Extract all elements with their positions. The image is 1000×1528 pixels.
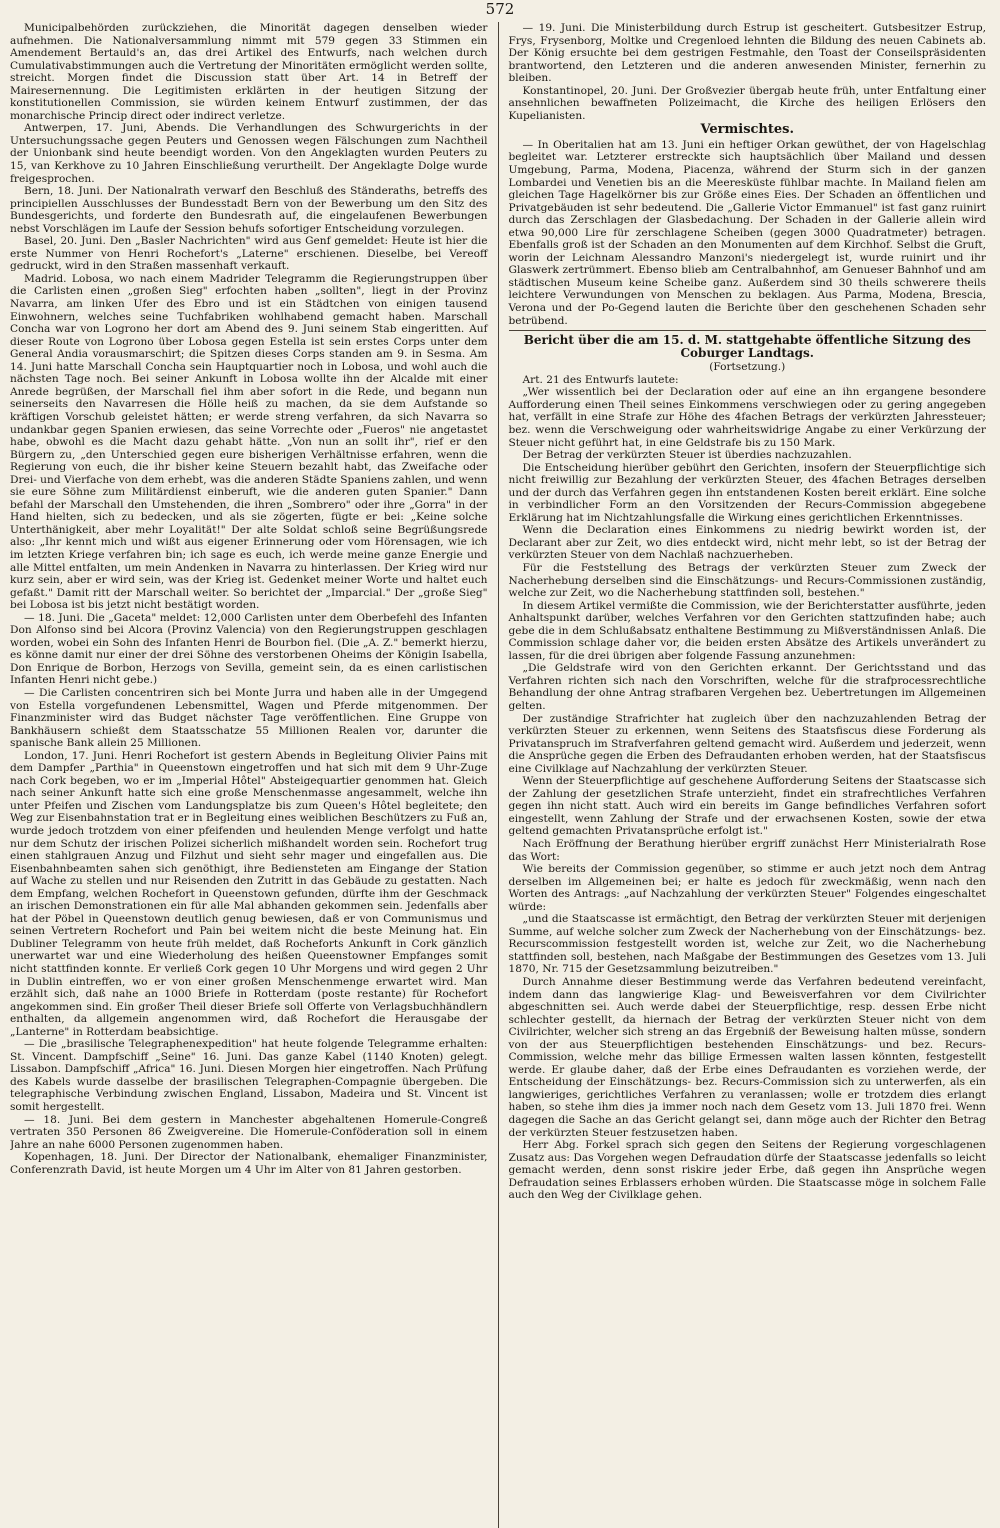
- article-paragraph: Madrid. Lobosa, wo nach einem Madrider Telegramm die Regierungstruppen über die Carlisten einen „großen Sieg" erfochten haben „sollten", liegt in der Provinz Navarra, am linken Ufer des Ebro und ist ein Städtchen von einigen tausend Einwohnern, welches seine Tuchfabriken wohlhabend gemacht haben. Marschall Concha war von Logrono her dort am Abend des 9. Juni seinem Stab eingeritten. Auf dieser Route von Logrono über Lobosa gegen Estella ist sein erstes Corps unter dem General Andia vorausmarschirt; die Spitzen dieses Corps standen am 9. in Sesma. Am 14. Juni hatte Marschall Concha sein Hauptquartier noch in Lobosa, und wohl auch die nächsten Tage noch. Bei seiner Ankunft in Lobosa wollte ihn der Alcalde mit einer Anrede begrüßen, der Marschall fiel ihm aber sofort in die Rede, und begann nun seinerseits den Navarresen die Hölle heiß zu machen, da sie dem Aufstande so kräftigen Vorschub geleistet hätten; er werde streng verfahren, da sich Navarra so undankbar gegen Spanien erwiesen, das seine Vorrechte oder „Fueros" nie angetastet habe, obwohl es die Macht dazu gehabt hätte. „Von nun an sollt ihr", rief er den Bürgern zu, „den Unterschied gegen eure bisherigen Verhältnisse erfahren, wenn die Regierung von euch, die ihr bisher keine Steuern bezahlt habt, das Zweifache oder Drei- und Vierfache von dem erhebt, was die anderen Städte Spaniens zahlen, und wenn sie eure Söhne zum Militärdienst einberuft, wie die anderen guten Spanier." Dann befahl der Marschall den Umstehenden, die ihren „Sombrero" oder ihre „Gorra" in der Hand hielten, sich zu bedecken, und als sie zögerten, fügte er bei: „Keine solche Unterthänigkeit, aber mehr Loyalität!" Der alte Soldat schloß seine Begrüßungsrede also: „Ihr kennt mich und wißt aus eigener Erinnerung oder vom Hörensagen, wie ich im letzten Kriege verfahren bin; ich sage es euch, ich werde meine ganze Energie und alle Mittel entfalten, um mein Andenken in Navarra zu hinterlassen. Der Krieg wird nur kurz sein, aber er wird sein, was der Krieg ist. Gedenket meiner Worte und haltet euch gefaßt." Damit ritt der Marschall weiter. So berichtet der „Imparcial." Der „große Sieg" bei Lobosa ist bis jetzt nicht bestätigt worden.: [10, 272, 488, 612]
- article-paragraph: — 18. Juni. Die „Gaceta" meldet: 12,000 Carlisten unter dem Oberbefehl des Infanten Don Alfonso sind bei Alcora (Provinz Valencia) von den Regierungstruppen geschlagen worden, wobei ein Sohn des Infanten Henri de Bourbon fiel. (Die „A. Z." bemerkt hierzu, es könne damit nur einer der drei Söhne des verstorbenen Oheims der Königin Isabella, Don Enrique de Borbon, Herzogs von Sevilla, gemeint sein, da es einen carlistischen Infanten Henri nicht gebe.): [10, 611, 488, 687]
- article-paragraph: „Wer wissentlich bei der Declaration oder auf eine an ihn ergangene besondere Aufforderung einen Theil seines Einkommens verschwiegen oder zu gering angegeben hat, verfällt in eine Strafe zur Höhe des 4fachen Betrags der verkürzten Jahressteuer; bez. wenn die Verschweigung oder wahrheitswidrige Angabe zu einer Verkürzung der Steuer nicht geführt hat, in eine Geldstrafe bis zu 150 Mark.: [508, 386, 986, 449]
- article-paragraph: Nach Eröffnung der Berathung hierüber ergriff zunächst Herr Ministerialrath Rose das Wort:: [508, 838, 986, 863]
- article-paragraph: Die Entscheidung hierüber gebührt den Gerichten, insofern der Steuerpflichtige sich nicht freiwillig zur Bezahlung der verkürzten Steuer, des 4fachen Betrages derselben und der durch das Verfahren gegen ihn entstandenen Kosten bereit erklärt. Eine solche in verbindlicher Form an den Vorsitzenden der Recurs-Commission abgegebene Erklärung hat im Nichtzahlungsfalle die Wirkung eines gerichtlichen Erkenntnisses.: [508, 461, 986, 524]
- article-paragraph: „Die Geldstrafe wird von den Gerichten erkannt. Der Gerichtsstand und das Verfahren richten sich nach den Vorschriften, welche für die strafprocessrechtliche Behandlung der ohne Antrag strafbaren Vergehen bez. Uebertretungen im Allgemeinen gelten.: [508, 662, 986, 712]
- article-paragraph: London, 17. Juni. Henri Rochefort ist gestern Abends in Begleitung Olivier Pains mit dem Dampfer „Parthia" in Queenstown eingetroffen und hat sich mit dem 9 Uhr-Zuge nach Cork begeben, wo er im „Imperial Hôtel" Absteigequartier genommen hat. Gleich nach seiner Ankunft hatte sich eine große Menschenmasse angesammelt, welche ihn unter Pfeifen und Zischen vom Landungsplatze bis zum Queen's Hôtel begleitete; den Weg zur Eisenbahnstation trat er in Begleitung eines weiblichen Beschützers zu Fuß an, wurde jedoch trotzdem von einer pfeifenden und heulenden Menge verfolgt und hatte nur dem Schutz der irischen Polizei sicherlich mißhandelt worden sein. Rochefort trug einen stahlgrauen Anzug und Filzhut und sieht sehr mager und eingefallen aus. Die Eisenbahnbeamten sahen sich genöthigt, ihre Bediensteten am Eingange der Station auf Wache zu stellen und nur Reisenden den Zutritt in das Gebäude zu gestatten. Nach dem Empfang, welchen Rochefort in Queenstown gefunden, dürfte ihm der Geschmack an irischen Demonstrationen ein für alle Mal abhanden gekommen sein. Jedenfalls aber hat der Pöbel in Queenstown deutlich genug bewiesen, daß er von Communismus und seinen Vertretern Rochefort und Pain bei weitem nicht die beste Meinung hat. Ein Dubliner Telegramm von heute früh meldet, daß Rocheforts Ankunft in Cork gänzlich unerwartet war und eine Wiederholung des heißen Queenstowner Empfanges somit nicht stattfinden konnte. Er verließ Cork gegen 10 Uhr Morgens und wird gegen 2 Uhr in Dublin eintreffen, wo er von einer großen Menschenmenge erwartet wird. Man erzählt sich, daß nahe an 1000 Briefe in Rotterdam (poste restante) für Rochefort angekommen sind. Ein großer Theil dieser Briefe soll Offerte von Verlagsbuchhändlern enthalten, da allgemein angenommen wird, daß Rochefort die Herausgabe der „Lanterne" in Rotterdam beabsichtige.: [10, 749, 488, 1038]
- article-paragraph: Wenn der Steuerpflichtige auf geschehene Aufforderung Seitens der Staatscasse sich der Zahlung der gesetzlichen Strafe unterzieht, findet ein strafrechtliches Verfahren gegen ihn nicht statt. Auch wird ein bereits im Gange befindliches Verfahren sofort eingestellt, wenn Zahlung der Strafe und der erwachsenen Kosten, sowie der etwa geltend gemachten Privatansprüche erfolgt ist.": [508, 775, 986, 838]
- article-paragraph: — Die Carlisten concentriren sich bei Monte Jurra und haben alle in der Umgegend von Estella vorgefundenen Lebensmittel, Wagen und Pferde mitgenommen. Der Finanzminister wird das Budget nächster Tage veröffentlichen. Eine Gruppe von Bankhäusern schießt dem Staatsschatze 55 Millionen Realen vor, darunter die spanische Bank allein 25 Millionen.: [10, 686, 488, 750]
- article-paragraph: — 19. Juni. Die Ministerbildung durch Estrup ist gescheitert. Gutsbesitzer Estrup, Frys, Frysenborg, Moltke und Cregenloed lehnten die Bildung des neuen Cabinets ab. Der König ersuchte bei dem gestrigen Festmahle, den Toast der Conseilspräsidenten brantwortend, den Letzteren und die anderen anwesenden Minister, fernerhin zu bleiben.: [508, 22, 986, 85]
- bericht-heading: Bericht über die am 15. d. M. stattgehabte öffentliche Sitzung des Coburger Landtags.: [523, 333, 971, 360]
- vermischtes-heading: Vermischtes.: [700, 122, 794, 138]
- article-paragraph: — In Oberitalien hat am 13. Juni ein heftiger Orkan gewüthet, der von Hagelschlag begleitet war. Letzterer erstreckte sich hauptsächlich über Mailand und dessen Umgebung, Parma, Modena, Piacenza, während der Sturm sich in der ganzen Lombardei und Venetien bis an die Meeresküste fühlbar machte. In Mailand fielen am gleichen Tage Hagelkörner bis zur Größe eines Eies. Der Schaden an öffentlichen und Privatgebäuden ist sehr bedeutend. Die „Gallerie Victor Emmanuel" ist fast ganz ruinirt durch das Zerschlagen der Glasbedachung. Der Schaden in der Gallerie allein wird etwa 90,000 Lire für zerschlagene Scheiben (gegen 3000 Quadratmeter) betragen. Ebenfalls groß ist der Schaden an den Monumenten auf dem Kirchhof. Selbst die Gruft, worin der Leichnam Alessandro Manzoni's niedergelegt ist, wurde ruinirt und ihr Glaswerk zertrümmert. Ebenso blieb am Centralbahnhof, am Genueser Bahnhof und am städtischen Museum keine Scheibe ganz. Außerdem sind 30 theils schwerere theils leichtere Verwundungen von Menschen zu beklagen. Aus Parma, Modena, Brescia, Verona und der Po-Gegend lauten die Berichte über den geschehenen Schaden sehr betrübend.: [508, 138, 986, 327]
- article-paragraph: In diesem Artikel vermißte die Commission, wie der Berichterstatter ausführte, jeden Anhaltspunkt darüber, welches Verfahren vor den Gerichten stattzufinden habe; auch gebe die in dem Schlußabsatz enthaltene Bestimmung zu Mißverständnissen Anlaß. Die Commission schlage daher vor, die beiden ersten Absätze des Artikels unverändert zu lassen, für die drei übrigen aber folgende Fassung anzunehmen:: [508, 599, 986, 662]
- article-paragraph: — 18. Juni. Bei dem gestern in Manchester abgehaltenen Homerule-Congreß vertraten 350 Personen 86 Zweigvereine. Die Homerule-Conföderation soll in einem Jahre an nahe 6000 Personen zugenommen haben.: [10, 1113, 488, 1151]
- article-paragraph: „und die Staatscasse ist ermächtigt, den Betrag der verkürzten Steuer mit derjenigen Summe, auf welche solcher zum Zweck der Nacherhebung von der Einschätzungs- bez. Recurscommission festgestellt worden ist, welche zur Zeit, wo die Nacherhebung stattfinden soll, bestehen, nach Maßgabe der Bestimmungen des Gesetzes vom 13. Juli 1870, Nr. 715 der Gesetzsammlung beizutreiben.": [508, 913, 986, 976]
- article-paragraph: Für die Feststellung des Betrags der verkürzten Steuer zum Zweck der Nacherhebung derselben sind die Einschätzungs- und Recurs-Commissionen zuständig, welche zur Zeit, wo die Nacherhebung stattfinden soll, bestehen.": [508, 561, 986, 600]
- article-paragraph: Antwerpen, 17. Juni, Abends. Die Verhandlungen des Schwurgerichts in der Untersuchungssache gegen Peuters und Genossen wegen Fälschungen zum Nachtheil der Unionbank sind heute beendigt worden. Von den Angeklagten wurden Peuters zu 15, van Kerkhove zu 10 Jahren Einschließung verurtheilt. Der Angeklagte Dolge wurde freigesprochen.: [10, 122, 488, 185]
- page-number: 572: [485, 0, 515, 18]
- article-paragraph: Herr Abg. Forkel sprach sich gegen den Seitens der Regierung vorgeschlagenen Zusatz aus: Das Vorgehen wegen Defraudation dürfe der Staatscasse jedenfalls so leicht gemacht werden, denn sonst riskire jeder Erbe, daß gegen ihn Ansprüche wegen Defraudation seines Erblassers erhoben würden. Die Staatscasse möge in solchem Falle auch den Weg der Civilklage gehen.: [508, 1139, 986, 1202]
- article-paragraph: Der Betrag der verkürzten Steuer ist überdies nachzuzahlen.: [522, 449, 852, 462]
- article-paragraph: Bern, 18. Juni. Der Nationalrath verwarf den Beschluß des Ständeraths, betreffs des principiellen Ausschlusses der Bundesstadt Bern von der Bewerbung um den Sitz des Bundesgerichts, und forderte den Bundesrath auf, die eingelaufenen Bewerbungen nebst Vorschlägen im Laufe der Session behufs sofortiger Entscheidung vorzulegen.: [10, 185, 488, 235]
- article-paragraph: Wenn die Declaration eines Einkommens zu niedrig bewirkt worden ist, der Declarant aber zur Zeit, wo dies entdeckt wird, nicht mehr lebt, so ist der Betrag der verkürzten Steuer von dem Nachlaß nachzuerheben.: [508, 524, 986, 562]
- article-paragraph: Der zuständige Strafrichter hat zugleich über den nachzuzahlenden Betrag der verkürzten Steuer zu erkennen, wenn Seitens des Staatsfiscus diese Forderung als Privatanspruch im Strafverfahren geltend gemacht wird. Außerdem und jederzeit, wenn die Ansprüche gegen die Erben des Defraudanten erhoben werden, hat der Staatsfiscus eine Civilklage auf Nachzahlung der verkürzten Steuer.: [508, 712, 986, 775]
- article-paragraph: Wie bereits der Commission gegenüber, so stimme er auch jetzt noch dem Antrag derselben im Allgemeinen bei; er halte es jedoch für zweckmäßig, wenn nach den Worten des Antrags: „auf Nachzahlung der verkürzten Steuer" Folgendes eingeschaltet würde:: [508, 863, 986, 913]
- right-column: [499, 22, 987, 1528]
- article-paragraph: Konstantinopel, 20. Juni. Der Großvezier übergab heute früh, unter Entfaltung einer ansehnlichen bewaffneten Polizeimacht, die Kirche des heiligen Erlösers den Kupelianisten.: [508, 84, 986, 122]
- article-paragraph: Durch Annahme dieser Bestimmung werde das Verfahren bedeutend vereinfacht, indem dann das langwierige Klag- und Beweisverfahren vor dem Civilrichter abgeschnitten sei. Auch werde dabei der Steuerpflichtige, resp. dessen Erbe nicht schlechter gestellt, da hiernach der Betrag der verkürzten Steuer nicht von dem Civilrichter, welcher sich streng an das Ergebniß der Beweisung halten müsse, sondern von der aus Steuerpflichtigen bestehenden Einschätzungs- und bez. Recurs-Commission, welche mehr das billige Ermessen walten lassen könnten, festgestellt werde. Er glaube daher, daß der Erbe eines Defraudanten es vorziehen werde, der Entscheidung der Einschätzungs- bez. Recurs-Commission sich zu unterwerfen, als ein langwieriges, gerichtliches Verfahren zu veranlassen; wolle er trotzdem dies erlangt haben, so stehe ihm dies ja immer noch nach dem Gesetz vom 13. Juli 1870 frei. Wenn dagegen die Sache an das Gericht gelangt sei, dann möge auch der Richter den Betrag der verkürzten Steuer festzusetzen haben.: [508, 976, 986, 1139]
- article-paragraph: Art. 21 des Entwurfs lautete:: [522, 373, 679, 386]
- section-rule: [509, 330, 987, 331]
- article-paragraph: — Die „brasilische Telegraphenexpedition" hat heute folgende Telegramme erhalten: St. Vincent. Dampfschiff „Seine" 16. Juni. Das ganze Kabel (1140 Knoten) gelegt. Lissabon. Dampfschiff „Africa" 16. Juni. Diesen Morgen hier eingetroffen. Nach Prüfung des Kabels wurde dasselbe der brasilischen Telegraphen-Compagnie übergeben. Die telegraphische Verbindung zwischen England, Lissabon, Madeira und St. Vincent ist somit hergestellt.: [10, 1038, 488, 1114]
- article-paragraph: Kopenhagen, 18. Juni. Der Director der Nationalbank, ehemaliger Finanzminister, Conferenzrath David, ist heute Morgen um 4 Uhr im Alter von 81 Jahren gestorben.: [10, 1151, 488, 1176]
- article-paragraph: Municipalbehörden zurückziehen, die Minorität dagegen denselben wieder aufnehmen. Die Nationalversammlung nimmt mit 579 gegen 33 Stimmen ein Amendement Bertauld's an, das drei Artikel des Entwurfs, nach welchen durch Cumulativabstimmungen auch die Vertretung der Minoritäten ermöglicht werden sollte, streicht. Morgen findet die Discussion statt über Art. 14 in Betreff der Mairesernennung. Die Legitimisten erklärten in der heutigen Sitzung der konstitutionellen Commission, sie würden keinem Entwurf zustimmen, der das monarchische Princip direct oder indirect verletze.: [10, 22, 488, 122]
- bericht-subtitle: (Fortsetzung.): [709, 361, 786, 374]
- columns: [10, 22, 986, 1528]
- article-paragraph: Basel, 20. Juni. Den „Basler Nachrichten" wird aus Genf gemeldet: Heute ist hier die erste Nummer von Henri Rochefort's „Laterne" erschienen. Dieselbe, bei Vereoff gedruckt, wird in den Straßen massenhaft verkauft.: [10, 235, 488, 273]
- left-column: [10, 22, 499, 1528]
